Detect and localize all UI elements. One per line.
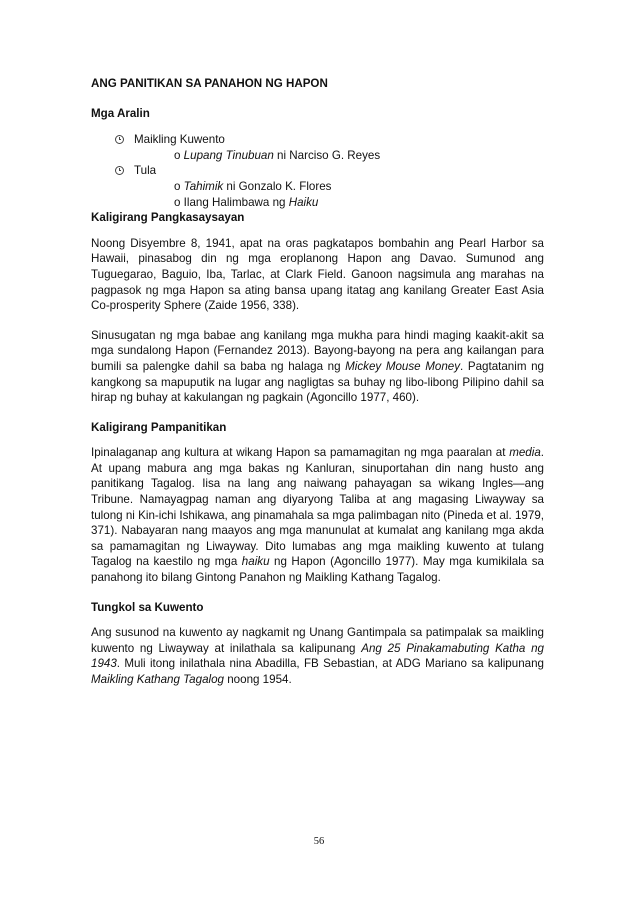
sub-list-item: o Tahimik ni Gonzalo K. Flores [174,179,332,193]
sub-list-item: o Lupang Tinubuan ni Narciso G. Reyes [174,148,381,162]
clock-bullet-icon [115,166,124,175]
paragraph: Sinusugatan ng mga babae ang kanilang mga mukha para hindi maging kaakit-akit sa mga sundalong Hapon (Fernandez 2013). Bayong-bayong na pera ang kailangan para bumili sa palengke dahil sa baba ng halaga ng Mickey Mouse Money. Pagtatanim ng kangkong sa mapuputik na lugar ang nagligtas sa buhay ng libo-libong Pilipino dahil sa hirap ng buhay at kakulangan ng pagkain (Agoncillo 1977, 460). [91,328,544,405]
list-item [91,163,544,179]
page-number: 56 [313,836,325,847]
list-item [91,132,544,148]
section-heading-pangkasaysayan: Kaligirang Pangkasaysayan [91,211,245,225]
paragraph: Ipinalaganap ang kultura at wikang Hapon sa pamamagitan ng mga paaralan at media. At upang mabura ang mga bakas ng Kanluran, sinuportahan din nang husto ang panitikang Tagalog. Iisa na lang ang naiwang pahayagan sa wikang Ingles—ang Tribune. Namayagpag naman ang diyaryong Taliba at ang magasing Liwayway sa tulong ni Kin-ichi Ishikawa, ang pinamahala sa mga palimbagan nito (Pineda et al. 1979, 371). Nabayaran nang maayos ang mga manunulat at kumalat ang kanilang mga akda sa pamamagitan ng Liwayway. Dito lumabas ang mga maikling kuwento at tulang Tagalog na kaestilo ng mga haiku ng Hapon (Agoncillo 1977). May mga kumikilala sa panahong ito bilang Gintong Panahon ng Maikling Kathang Tagalog. [91,446,544,585]
page-content [91,76,544,688]
section-heading-kuwento: Tungkol sa Kuwento [91,600,204,614]
aralin-heading: Mga Aralin [91,106,150,120]
paragraph: Noong Disyembre 8, 1941, apat na oras pagkatapos bombahin ang Pearl Harbor sa Hawaii, pinasabog din ng mga eroplanong Hapon ang Davao. Sumunod ang Tuguegarao, Baguio, Iba, Tarlac, at Clark Field. Ganoon nagsimula ang marahas na pagpasok ng mga Hapon sa ating bansa upang itatag ang kanilang Greater East Asia Co-prosperity Sphere (Zaide 1956, 338). [91,236,544,313]
page-title: ANG PANITIKAN SA PANAHON NG HAPON [91,77,328,90]
paragraph: Ang susunod na kuwento ay nagkamit ng Unang Gantimpala sa patimpalak sa maikling kuwento ng Liwayway at inilathala sa kalipunang Ang 25 Pinakamabuting Katha ng 1943. Muli itong inilathala nina Abadilla, FB Sebastian, at ADG Mariano sa kalipunang Maikling Kathang Tagalog noong 1954. [91,626,544,686]
list-item-label: Tula [134,164,157,178]
clock-bullet-icon [115,135,124,144]
section-heading-pampanitikan: Kaligirang Pampanitikan [91,420,227,434]
list-item-label: Maikling Kuwento [134,133,225,147]
sub-list-item: o Ilang Halimbawa ng Haiku [174,195,319,209]
aralin-list [91,132,544,210]
